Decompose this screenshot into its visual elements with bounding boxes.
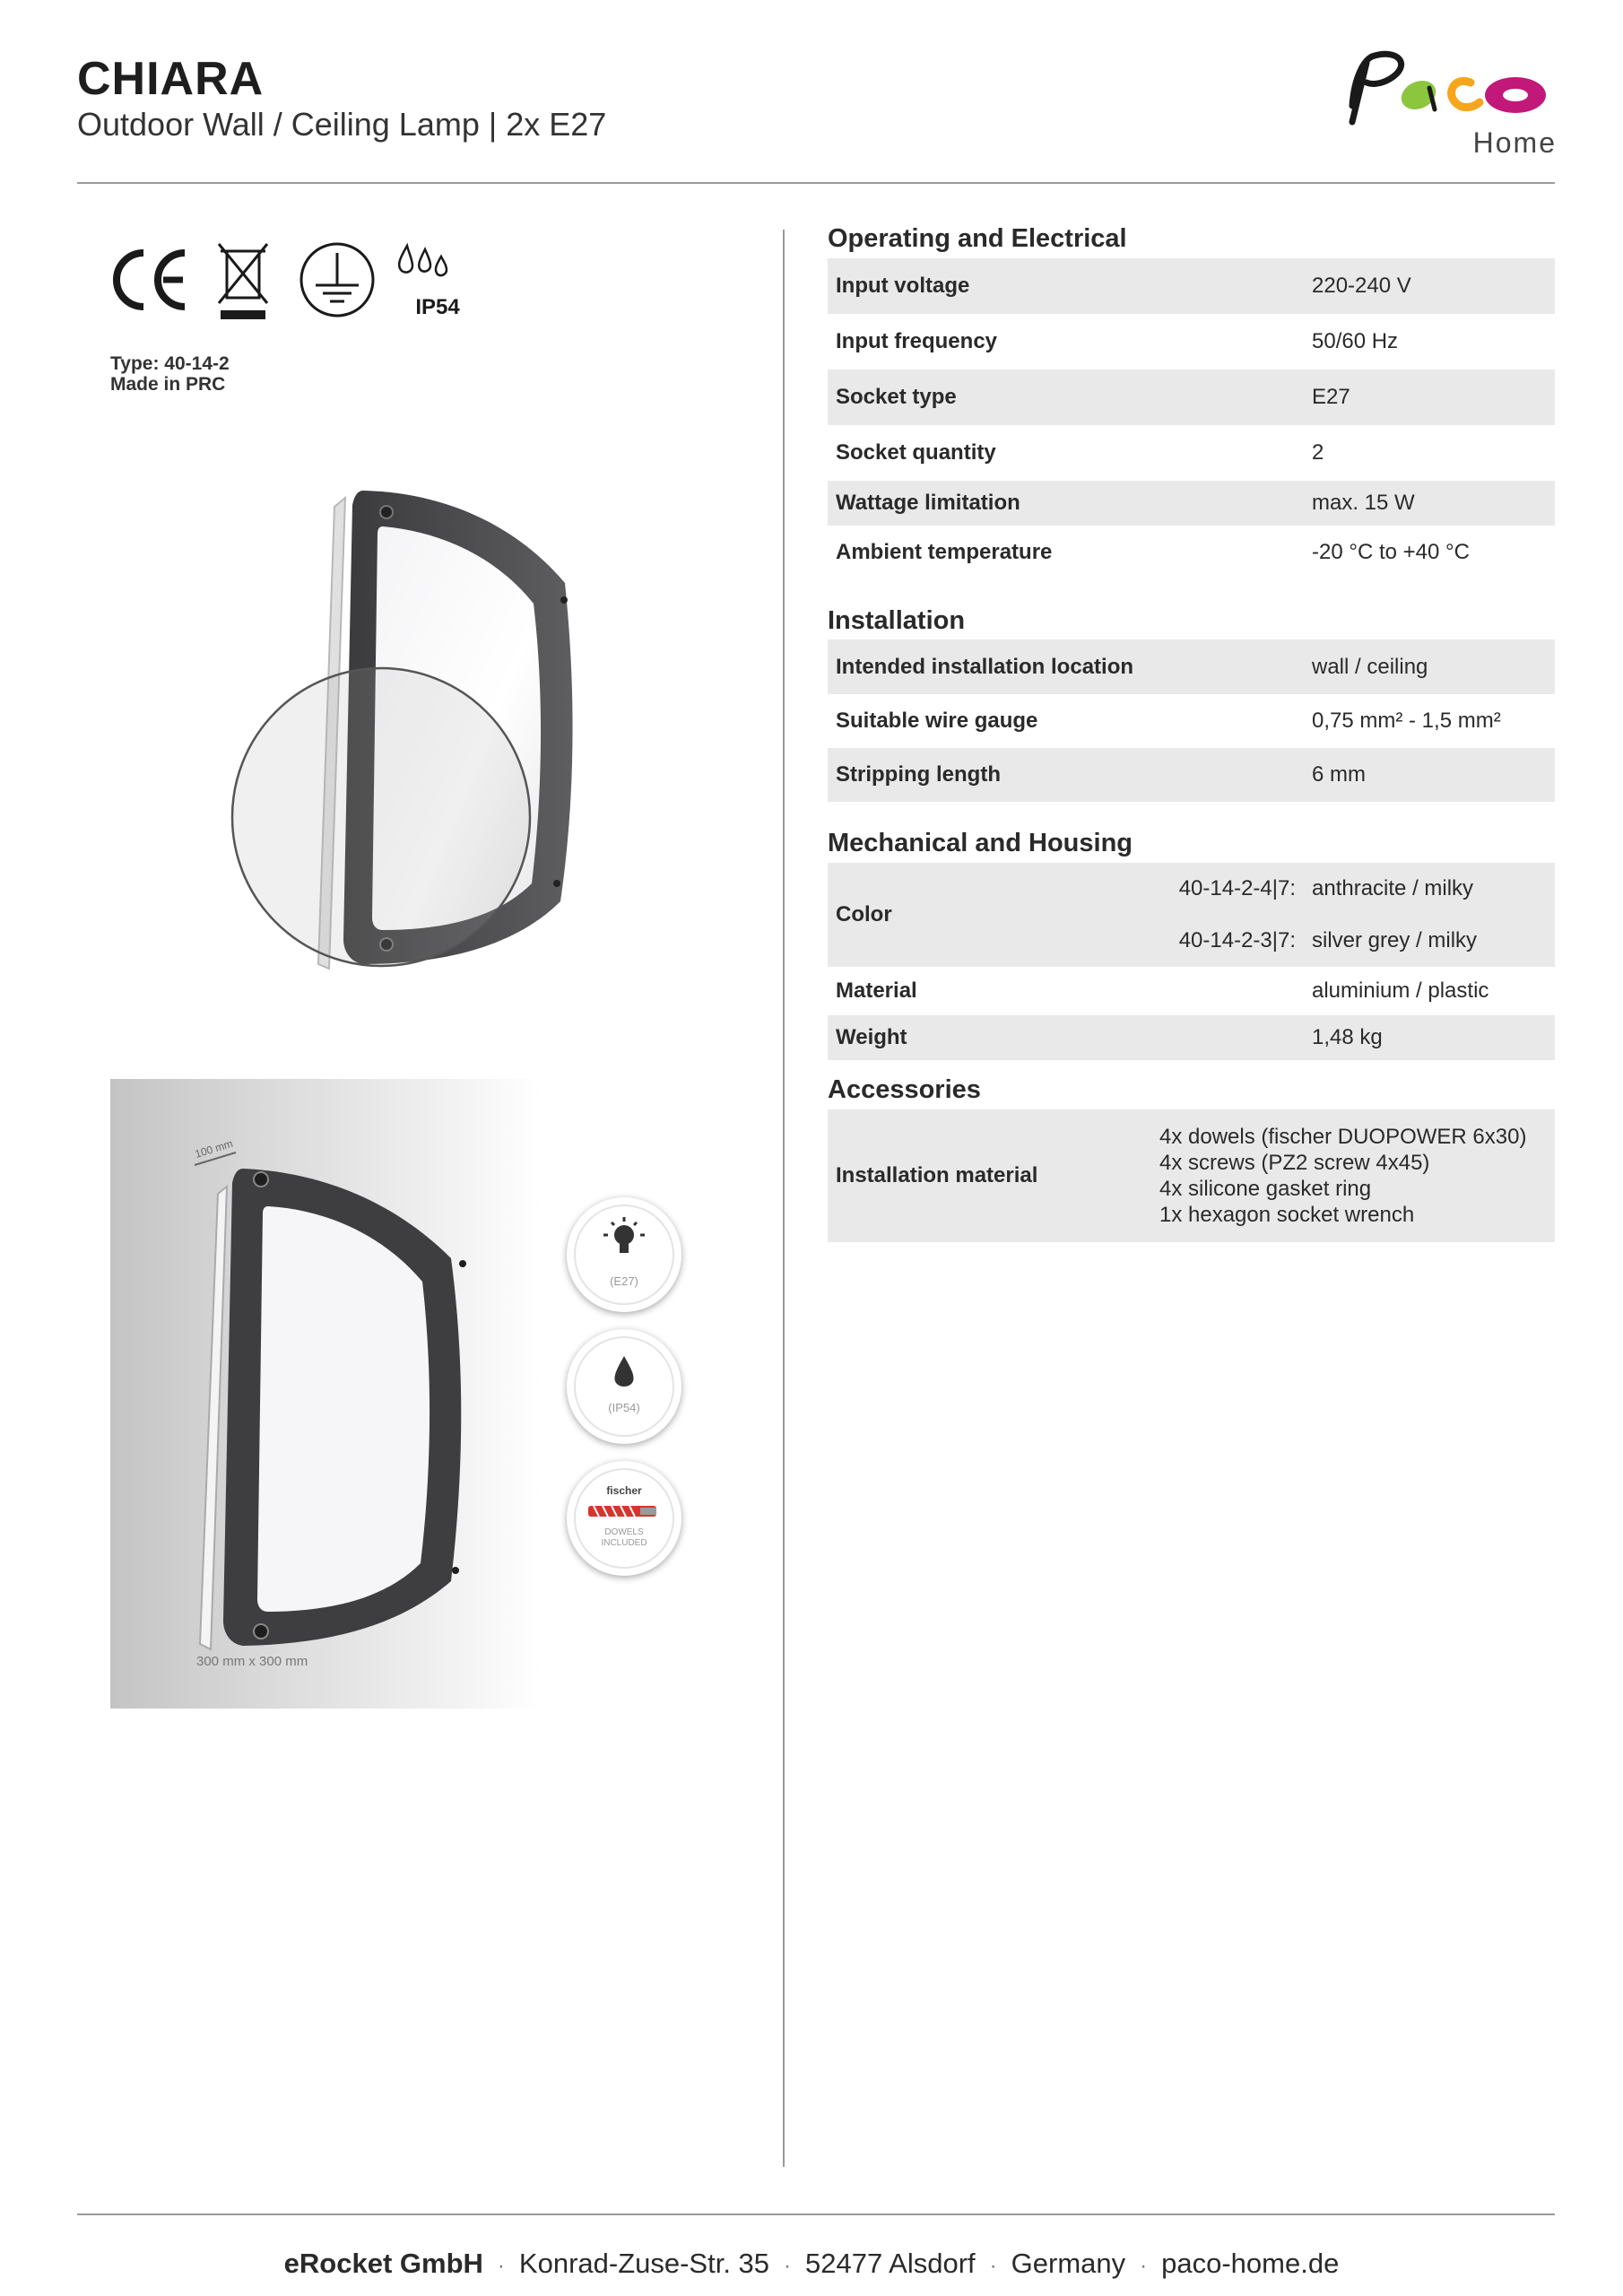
certification-icons	[106, 240, 482, 330]
accessory-item: 4x screws (PZ2 screw 4x45)	[1159, 1151, 1430, 1175]
color-variant-codes	[1150, 863, 1312, 967]
spec-value: E27	[1312, 370, 1555, 425]
section-title-accessories: Accessories	[828, 1075, 981, 1104]
type-info	[110, 353, 230, 395]
header-divider	[77, 182, 1555, 184]
footer-separator: ·	[497, 2254, 505, 2278]
spec-value: wall / ceiling	[1312, 639, 1555, 694]
spec-row-color	[828, 863, 1555, 967]
e27-badge-caption: (E27)	[610, 1274, 638, 1288]
spec-value: 0,75 mm² - 1,5 mm²	[1312, 709, 1501, 733]
fischer-brand-label: fischer	[606, 1484, 642, 1497]
protective-earth-icon	[301, 244, 373, 316]
dowels-feature-badge	[567, 1461, 681, 1576]
spec-row-weight	[828, 1015, 1555, 1060]
ip54-badge-caption: (IP54)	[608, 1401, 640, 1414]
spec-label: Intended installation location	[828, 639, 1312, 694]
spec-label: Input frequency	[836, 329, 998, 353]
color-variant-code: 40-14-2-4|7:	[1178, 876, 1296, 900]
spec-value: 1,48 kg	[1312, 1015, 1555, 1060]
footer-city: 52477 Alsdorf	[805, 2248, 976, 2279]
spec-row-wire-gauge	[828, 694, 1555, 748]
spec-value: 6 mm	[1312, 748, 1555, 802]
spec-label: Wattage limitation	[828, 481, 1312, 526]
footer-separator: ·	[1140, 2254, 1148, 2278]
spec-label: Material	[836, 978, 917, 1003]
dowels-caption-line2: INCLUDED	[601, 1538, 647, 1548]
footer-country: Germany	[1011, 2248, 1126, 2279]
depth-dimension-label: 100 mm	[193, 1136, 235, 1161]
size-dimension-label: 300 mm x 300 mm	[196, 1654, 308, 1669]
footer-street: Konrad-Zuse-Str. 35	[518, 2248, 770, 2279]
footer-website[interactable]: paco-home.de	[1161, 2248, 1340, 2279]
type-line: Type: 40-14-2	[110, 353, 230, 374]
footer-address	[0, 2248, 1623, 2280]
ip-rating-label: IP54	[415, 295, 460, 319]
color-variant-value: anthracite / milky	[1312, 876, 1474, 900]
color-variant-values	[1312, 863, 1555, 967]
product-subtitle: Outdoor Wall / Ceiling Lamp | 2x E27	[77, 106, 607, 143]
accessory-item: 4x dowels (fischer DUOPOWER 6x30)	[1159, 1125, 1527, 1149]
water-drop-icon	[612, 1354, 637, 1390]
footer-company: eRocket GmbH	[283, 2248, 483, 2279]
spec-row-input-voltage	[828, 258, 1555, 314]
made-in-line: Made in PRC	[110, 374, 226, 395]
spec-value: 2	[1312, 440, 1324, 465]
spec-row-stripping-length	[828, 748, 1555, 802]
dowel-icon	[586, 1502, 662, 1520]
accessory-item: 1x hexagon socket wrench	[1159, 1203, 1415, 1227]
accessory-item: 4x silicone gasket ring	[1159, 1177, 1372, 1201]
spec-label: Socket quantity	[836, 440, 996, 465]
color-variant-code: 40-14-2-3|7:	[1178, 928, 1296, 952]
dowels-badge-caption	[567, 1527, 681, 1549]
spec-value: aluminium / plastic	[1312, 978, 1489, 1003]
spec-value: max. 15 W	[1312, 481, 1555, 526]
spec-value: 50/60 Hz	[1312, 329, 1399, 353]
spec-row-material	[828, 967, 1555, 1015]
operating-spec-table	[828, 258, 1555, 579]
spec-row-socket-type	[828, 370, 1555, 425]
accessories-spec-table	[828, 1109, 1555, 1242]
section-title-installation: Installation	[828, 606, 966, 635]
weee-bin-icon	[219, 244, 267, 319]
spec-row-ambient-temperature	[828, 526, 1555, 579]
water-drops-icon	[399, 246, 460, 319]
spec-value: -20 °C to +40 °C	[1312, 540, 1470, 564]
installation-spec-table	[828, 639, 1555, 802]
spec-label: Ambient temperature	[836, 540, 1053, 564]
bulb-icon	[603, 1215, 646, 1265]
spec-row-socket-quantity	[828, 425, 1555, 481]
section-title-operating: Operating and Electrical	[828, 224, 1127, 253]
spec-row-installation-location	[828, 639, 1555, 694]
spec-row-installation-material	[828, 1109, 1555, 1242]
footer-divider	[77, 2213, 1555, 2215]
ce-mark-icon	[117, 253, 185, 307]
spec-label: Stripping length	[828, 748, 1312, 802]
e27-feature-badge	[567, 1197, 681, 1312]
product-title: CHIARA	[77, 53, 265, 105]
spec-row-input-frequency	[828, 314, 1555, 370]
spec-label: Input voltage	[828, 258, 1312, 314]
spec-label: Suitable wire gauge	[836, 709, 1038, 733]
paco-home-logo	[1336, 43, 1560, 160]
dowels-caption-line1: DOWELS	[604, 1527, 644, 1537]
spec-value: 220-240 V	[1312, 258, 1555, 314]
section-title-mechanical: Mechanical and Housing	[828, 829, 1133, 857]
footer-separator: ·	[989, 2254, 997, 2278]
ip54-feature-badge	[567, 1329, 681, 1444]
lamp-product-image	[229, 480, 605, 982]
column-divider	[783, 230, 785, 2167]
footer-separator: ·	[784, 2254, 792, 2278]
spec-label: Installation material	[828, 1109, 1159, 1242]
spec-label: Color	[828, 863, 1150, 967]
mechanical-spec-table	[828, 863, 1555, 1060]
spec-label: Weight	[828, 1015, 1312, 1060]
accessory-items	[1159, 1109, 1555, 1242]
color-variant-value: silver grey / milky	[1312, 928, 1478, 952]
logo-home-text: Home	[1472, 126, 1557, 159]
spec-label: Socket type	[828, 370, 1312, 425]
spec-row-wattage-limitation	[828, 481, 1555, 526]
